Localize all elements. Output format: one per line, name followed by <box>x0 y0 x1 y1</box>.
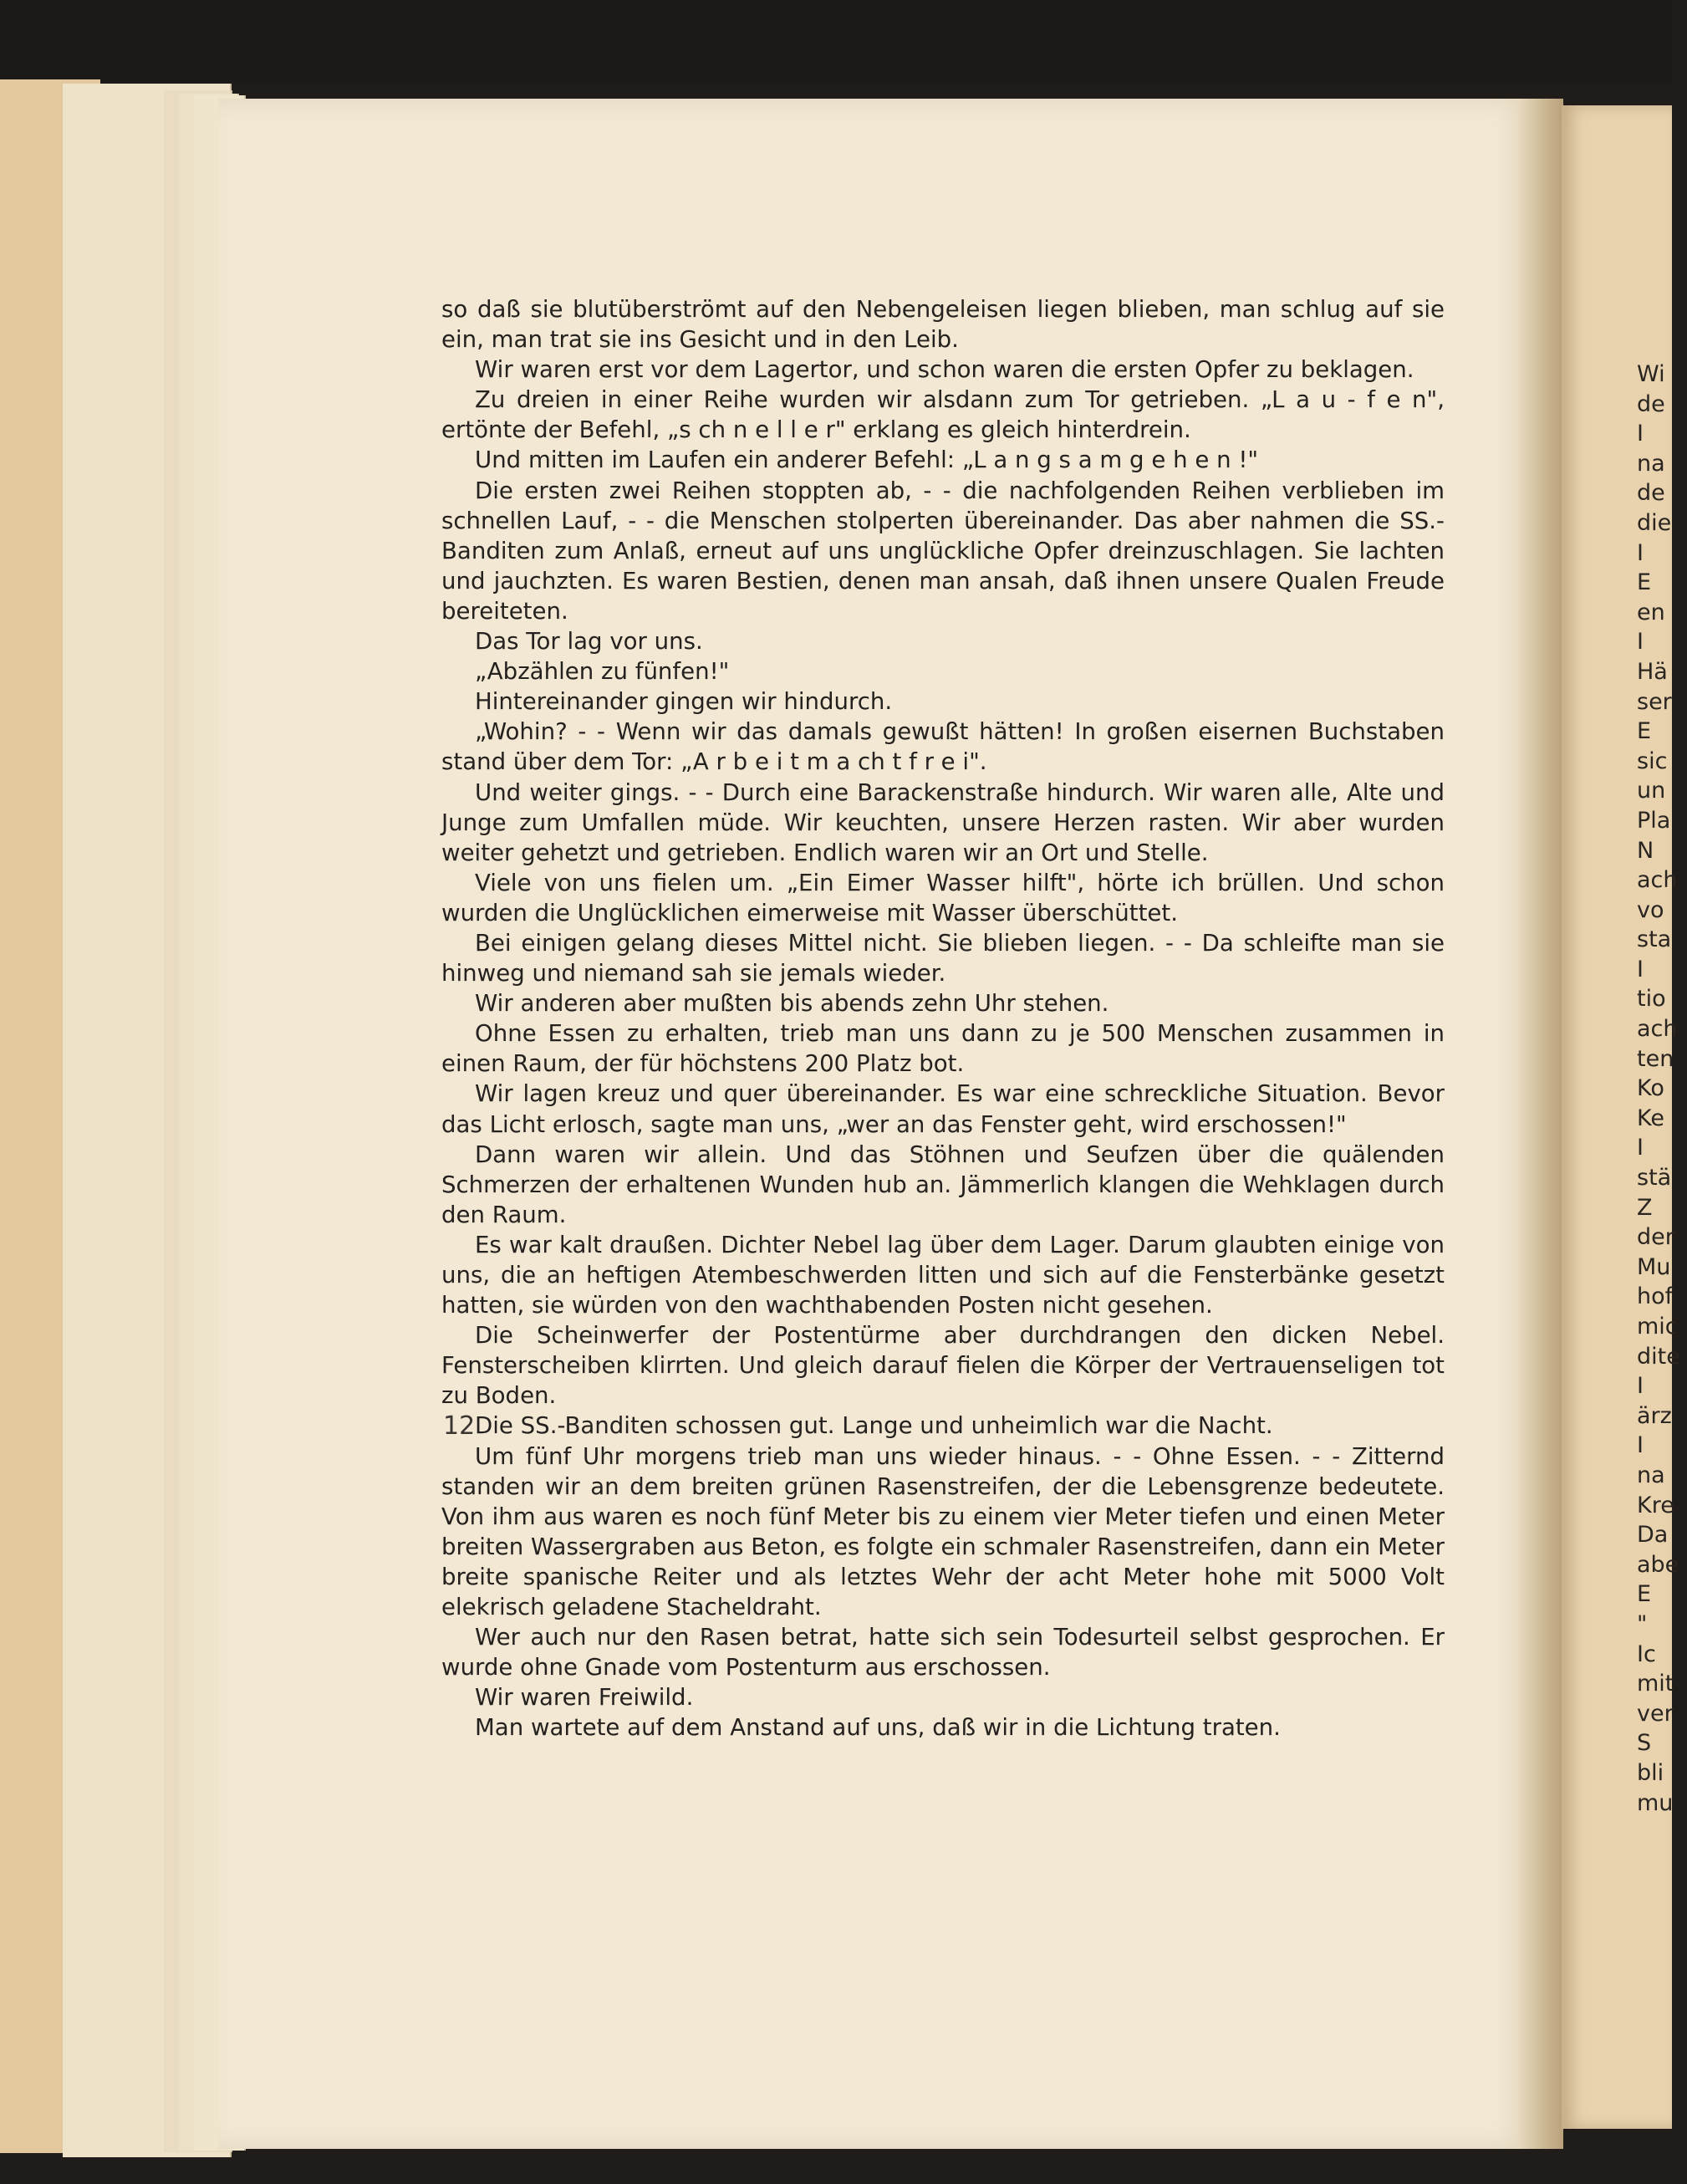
page-number: 12 <box>443 1411 476 1441</box>
paragraph: Wir waren Freiwild. <box>475 1683 694 1712</box>
paragraph: Man wartete auf dem Anstand auf uns, daß wir in die Lichtung traten. <box>475 1713 1281 1742</box>
paragraph: Hintereinander gingen wir hindurch. <box>475 687 893 716</box>
paragraph: Wer auch nur den Rasen betrat, hatte sich sein Todesurteil selbst gesprochen. Er wurde ohne Gnade vom Postenturm aus erschossen. <box>441 1623 1445 1681</box>
paragraph: Es war kalt draußen. Dichter Nebel lag über dem Lager. Darum glaubten einige von uns, die an heftigen Atembeschwerden litten und sich auf die Fensterbänke gesetzt hatten, sie würden von den wachthabenden Posten nicht gesehen. <box>441 1230 1445 1319</box>
paragraph: Ohne Essen zu erhalten, trieb man uns dann zu je 500 Menschen zusammen in einen Raum, der für höchstens 200 Platz bot. <box>441 1019 1445 1078</box>
paragraph: Um fünf Uhr morgens trieb man uns wieder hinaus. - - Ohne Essen. - - Zitternd standen wir an dem breiten grünen Rasenstreifen, der die Lebensgrenze bedeutete. Von ihm aus waren es noch fünf Meter bis zu einem vier Meter tiefen und einen Meter breiten Wassergraben aus Beton, es folgte ein schmaler Rasenstreifen, dann ein Meter breite spanische Reiter und als letztes Wehr der acht Meter hohe mit 5000 Volt elekrisch geladene Stacheldraht. <box>441 1442 1445 1621</box>
paragraph: Zu dreien in einer Reihe wurden wir alsdann zum Tor getrieben. „L a u - f e n", ertönte der Befehl, „s ch n e l l e r" erklang es gleich hinterdrein. <box>441 385 1445 444</box>
paragraph: Und mitten im Laufen ein anderer Befehl: „L a n g s a m g e h e n !" <box>475 446 1259 474</box>
paragraph: Wir anderen aber mußten bis abends zehn Uhr stehen. <box>475 989 1109 1018</box>
facing-page-text-fragments: Wi de I na de die I E en I Hä ser E sic un Pla N ach vo sta I tio ach ten Ko Ke I stä Z der Mu hof mic dite I ärz I na Kre Da abe E " Ic mit ver S bli mu <box>1637 361 1680 1816</box>
paragraph: Bei einigen gelang dieses Mittel nicht. Sie blieben liegen. - - Da schleifte man sie hinweg und niemand sah sie jemals wieder. <box>441 928 1445 987</box>
paragraph: „Wohin? - - Wenn wir das damals gewußt hätten! In großen eisernen Buchstaben stand über dem Tor: „A r b e i t m a ch t f r e i". <box>441 717 1445 776</box>
scan-background <box>0 0 1672 84</box>
paragraph: Viele von uns fielen um. „Ein Eimer Wasser hilft", hörte ich brüllen. Und schon wurden die Unglücklichen eimerweise mit Wasser überschüttet. <box>441 868 1445 926</box>
paragraph: Wir waren erst vor dem Lagertor, und schon waren die ersten Opfer zu beklagen. <box>475 355 1414 384</box>
paragraph: Die Scheinwerfer der Postentürme aber durchdrangen den dicken Nebel. Fensterscheiben klirrten. Und gleich darauf fielen die Körper der Vertrauenseligen tot zu Boden. <box>441 1321 1445 1410</box>
paragraph: „Abzählen zu fünfen!" <box>475 657 730 686</box>
body-text <box>441 294 1445 1743</box>
page-gutter <box>1517 99 1563 2149</box>
paragraph: Die SS.-Banditen schossen gut. Lange und unheimlich war die Nacht. <box>475 1411 1273 1440</box>
paragraph: Dann waren wir allein. Und das Stöhnen und Seufzen über die quälenden Schmerzen der erhaltenen Wunden hub an. Jämmerlich klangen die Wehklagen durch den Raum. <box>441 1140 1445 1228</box>
paragraph: Und weiter gings. - - Durch eine Barackenstraße hindurch. Wir waren alle, Alte und Junge zum Umfallen müde. Wir keuchten, unsere Herzen rasten. Wir aber wurden weiter gehetzt und getrieben. Endlich waren wir an Ort und Stelle. <box>441 778 1445 866</box>
paragraph: so daß sie blutüberströmt auf den Nebengeleisen liegen blieben, man schlug auf sie ein, man trat sie ins Gesicht und in den Leib. <box>441 295 1445 354</box>
paragraph: Wir lagen kreuz und quer übereinander. Es war eine schreckliche Situation. Bevor das Licht erlosch, sagte man uns, „wer an das Fenster geht, wird erschossen!" <box>441 1079 1445 1138</box>
paragraph: Die ersten zwei Reihen stoppten ab, - - die nachfolgenden Reihen verblieben im schnellen Lauf, - - die Menschen stolperten übereinander. Das aber nahmen die SS.-Banditen zum Anlaß, erneut auf uns unglückliche Opfer dreinzuschlagen. Sie lachten und jauchzten. Es waren Bestien, denen man ansah, daß ihnen unsere Qualen Freude bereiteten. <box>441 476 1445 625</box>
paragraph: Das Tor lag vor uns. <box>475 627 703 656</box>
